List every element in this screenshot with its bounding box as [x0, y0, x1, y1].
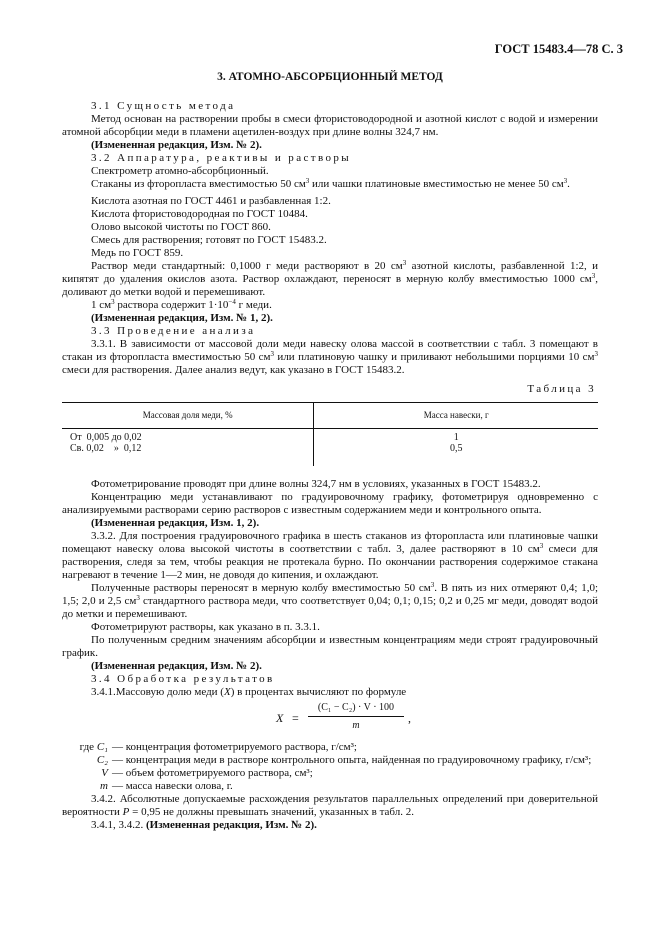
hydrofluoric-acid-line: Кислота фтористоводородная по ГОСТ 10484. [91, 208, 308, 220]
formula-equals: = [292, 711, 299, 725]
table-3 [62, 402, 598, 466]
page-header-code: ГОСТ 15483.4—78 С. 3 [494, 42, 623, 56]
equipment-line: Спектрометр атомно-абсорбционный. [91, 165, 269, 177]
definition-item: C₂ — концентрация меди в растворе контрольного опыта, найденная по градуировочному графику, г/см³; [96, 754, 592, 766]
section-title: 3. АТОМНО-АБСОРБЦИОННЫЙ МЕТОД [217, 71, 443, 83]
formula-denominator: m [352, 720, 360, 731]
formula-comma: , [408, 711, 411, 725]
copper-line: Медь по ГОСТ 859. [91, 247, 184, 259]
paragraph-3-1: Метод основан на растворении пробы в смеси фтористоводородной и азотной кислот с водой и измерении атомной абсорбции меди в пламени ацетилен-воздух при длине волны 324,7 нм. [62, 113, 598, 138]
solution-content-line: 1 $см^3$ раствора содержит $1\cdot 10^{-4}$ г меди. [91, 298, 272, 311]
subsection-heading-3-2: 3.2 Аппаратура, реактивы и растворы [91, 152, 352, 164]
amendment-note-3-3-2: (Измененная редакция, Изм. № 2). [91, 660, 262, 672]
paragraph-3-4-1: 3.4.1.Массовую долю меди (X) в процентах вычисляют по формуле [91, 686, 407, 698]
paragraph-3-3-2: 3.3.2. Для построения градуировочного графика в шесть стаканов из фторопласта или платиновые чашки помещают навеску олова высокой чистоты в соответствии с табл. 3, далее растворяют в 10 $см^3$ смеси для растворения, следя за тем, чтобы реакция не протекала бурно. По окончании растворения содержимое стакана нагревают в течение 1—2 мин, не доводя до кипения, и охлаждают. [62, 530, 598, 581]
amendment-note-3-1: (Измененная редакция, Изм. № 2). [91, 139, 262, 151]
photometry-line: Фотометрирование проводят при длине волны 324,7 нм в условиях, указанных в ГОСТ 15483.2. [91, 478, 541, 490]
subsection-heading-3-4: 3.4 Обработка результатов [91, 673, 275, 685]
table-cell-mass: 1 0,5 [449, 432, 463, 454]
table-3-header-copper-fraction: Массовая доля меди, % [62, 403, 314, 429]
standard-solution-paragraph: Раствор меди стандартный: 0,1000 г меди растворяют в 20 $см^3$ азотной кислоты, разбавленной 1:2, и кипятят до удаления окислов азота. Раствор охлаждают, переносят в мерную колбу вместимостью 1000 $см^3$, доливают до метки водой и перемешивают. [62, 259, 599, 298]
tin-line: Олово высокой чистоты по ГОСТ 860. [91, 221, 271, 233]
formula-definitions [62, 741, 598, 793]
copper-fraction-formula [62, 701, 598, 735]
paragraph-3-3-1: 3.3.1. В зависимости от массовой доли меди навеску олова массой в соответствии с табл. 3 помещают в стакан из фторопласта вместимостью 50 $см^3$ или платиновую чашку и приливают небольшими порциями 10 $см^3$ смеси для растворения. Далее анализ ведут, как указано в ГОСТ 15483.2. [62, 338, 598, 376]
amendment-note-3-4: 3.4.1, 3.4.2. (Измененная редакция, Изм. № 2). [91, 819, 317, 831]
table-3-caption: Таблица 3 [527, 383, 596, 395]
nitric-acid-line: Кислота азотная по ГОСТ 4461 и разбавленная 1:2. [91, 195, 331, 207]
photometry-reference-line: Фотометрируют растворы, как указано в п. 3.3.1. [91, 621, 320, 633]
table-cell-range: От 0,005 до 0,02 Св. 0,02 » 0,12 [62, 429, 314, 456]
formula-numerator: (C₁ − C₂) · V · 100 [308, 701, 404, 717]
definition-item: где C₁ — концентрация фотометрируемого раствора, г/см³; [79, 741, 357, 753]
document-body [62, 66, 598, 832]
beakers-line: Стаканы из фторопласта вместимостью 50 $см^3$ или чашки платиновые вместимостью не менее 50 $см^3$. [91, 177, 570, 190]
formula-lhs: X [276, 711, 284, 725]
definition-item: m — масса навески олова, г. [100, 780, 233, 792]
amendment-note-3-3-1: (Измененная редакция, Изм. 1, 2). [91, 517, 260, 529]
paragraph-3-4-2: 3.4.2. Абсолютные допускаемые расхождения результатов параллельных определений при доверительной вероятности P = 0,95 не должны превышать значений, указанных в табл. 2. [62, 793, 598, 818]
table-row [62, 429, 598, 456]
amendment-note-3-2: (Измененная редакция, Изм. № 1, 2). [91, 312, 273, 324]
graph-paragraph: По полученным средним значениям абсорбции и известным концентрациям меди строят градуировочный график. [62, 634, 598, 659]
dilution-paragraph: Полученные растворы переносят в мерную колбу вместимостью 50 $см^3$. В пять из них отмеряют 0,4; 1,0; 1,5; 2,0 и 2,5 $см^3$ стандартного раствора меди, что соответствует 0,04; 0,1; 0,15; 0,2 и 0,25 мг меди, доводят водой до метки и перемешивают. [62, 581, 599, 620]
formula-fraction [308, 701, 404, 732]
calibration-paragraph: Концентрацию меди устанавливают по градуировочному графику, фотометрируя одновременно с анализируемыми растворами серию растворов с известным содержанием меди и контрольного опыта. [62, 491, 598, 516]
subsection-heading-3-1: 3.1 Сущность метода [91, 100, 236, 112]
subsection-heading-3-3: 3.3 Проведение анализа [91, 325, 256, 337]
definition-item: V — объем фотометрируемого раствора, см³; [101, 767, 313, 779]
table-3-header-sample-mass: Масса навески, г [314, 403, 598, 429]
mixture-line: Смесь для растворения; готовят по ГОСТ 15483.2. [91, 234, 327, 246]
